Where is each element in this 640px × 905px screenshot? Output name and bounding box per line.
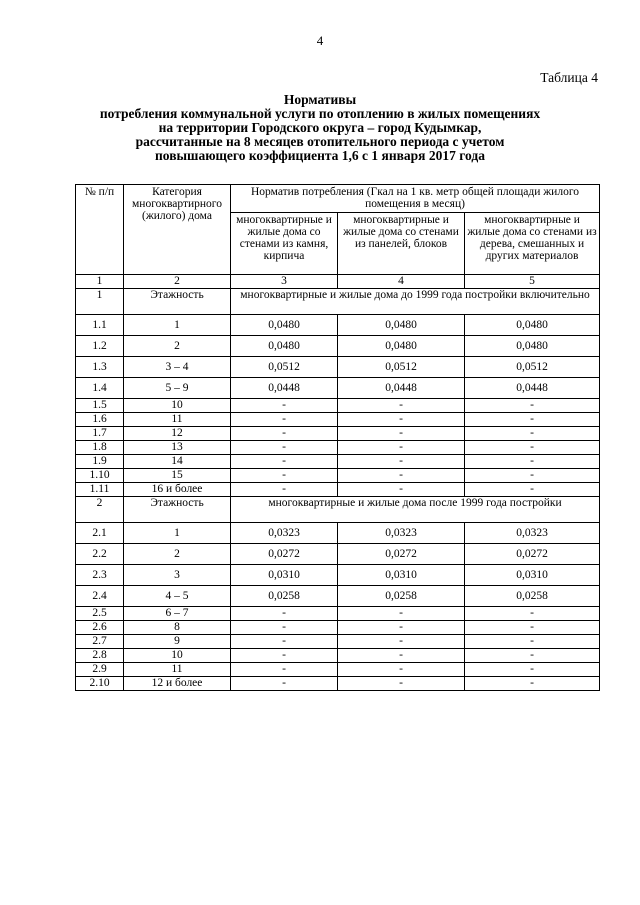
section-num: 2: [76, 497, 124, 523]
cell-v3: 0,0480: [231, 315, 338, 336]
section-row: [76, 497, 600, 523]
cell-v5: 0,0448: [465, 378, 600, 399]
section-num: 1: [76, 289, 124, 315]
cell-cat: 16 и более: [124, 483, 231, 497]
section-description: многоквартирные и жилые дома после 1999 года постройки: [231, 497, 600, 523]
cell-v3: -: [231, 649, 338, 663]
cell-num: 1.10: [76, 469, 124, 483]
cell-v3: -: [231, 399, 338, 413]
cell-cat: 10: [124, 649, 231, 663]
cell-v5: -: [465, 607, 600, 621]
header-col5: многоквартирные и жилые дома со стенами из дерева, смешанных и других материалов: [465, 213, 600, 275]
title-line: рассчитанные на 8 месяцев отопительного периода с учетом: [135, 134, 505, 149]
cell-v5: -: [465, 621, 600, 635]
cell-v4: -: [338, 469, 465, 483]
table-row: [76, 378, 600, 399]
column-number: 1: [76, 275, 124, 289]
cell-cat: 5 – 9: [124, 378, 231, 399]
cell-v3: 0,0448: [231, 378, 338, 399]
section-description: многоквартирные и жилые дома до 1999 года постройки включительно: [231, 289, 600, 315]
cell-num: 1.11: [76, 483, 124, 497]
table-row: [76, 336, 600, 357]
cell-v5: -: [465, 469, 600, 483]
cell-cat: 15: [124, 469, 231, 483]
cell-cat: 8: [124, 621, 231, 635]
table-row: [76, 544, 600, 565]
cell-num: 1.2: [76, 336, 124, 357]
table-row: [76, 607, 600, 621]
title-line: на территории Городского округа – город Кудымкар,: [158, 120, 482, 135]
cell-v3: 0,0323: [231, 523, 338, 544]
cell-v3: -: [231, 663, 338, 677]
cell-v5: 0,0480: [465, 315, 600, 336]
column-number-row: [76, 275, 600, 289]
header-norm: Норматив потребления (Гкал на 1 кв. метр общей площади жилого помещения в месяц): [231, 185, 600, 213]
cell-cat: 9: [124, 635, 231, 649]
section-row: [76, 289, 600, 315]
cell-v5: 0,0258: [465, 586, 600, 607]
cell-cat: 12: [124, 427, 231, 441]
cell-v5: 0,0512: [465, 357, 600, 378]
cell-cat: 4 – 5: [124, 586, 231, 607]
cell-v3: -: [231, 483, 338, 497]
cell-num: 1.4: [76, 378, 124, 399]
cell-num: 1.8: [76, 441, 124, 455]
table-row: [76, 649, 600, 663]
cell-v3: 0,0512: [231, 357, 338, 378]
cell-cat: 3: [124, 565, 231, 586]
cell-cat: 2: [124, 336, 231, 357]
cell-v4: -: [338, 635, 465, 649]
cell-v4: -: [338, 413, 465, 427]
table-row: [76, 399, 600, 413]
cell-v5: -: [465, 413, 600, 427]
column-number: 2: [124, 275, 231, 289]
cell-v3: 0,0258: [231, 586, 338, 607]
cell-v5: -: [465, 441, 600, 455]
cell-v5: -: [465, 663, 600, 677]
cell-v5: -: [465, 677, 600, 691]
section-category: Этажность: [124, 497, 231, 523]
cell-v5: 0,0310: [465, 565, 600, 586]
cell-v3: 0,0480: [231, 336, 338, 357]
cell-num: 2.3: [76, 565, 124, 586]
cell-num: 1.6: [76, 413, 124, 427]
cell-v5: -: [465, 455, 600, 469]
cell-v5: -: [465, 427, 600, 441]
cell-v4: -: [338, 427, 465, 441]
title-line: повышающего коэффициента 1,6 с 1 января 2017 года: [155, 148, 485, 163]
cell-v4: 0,0310: [338, 565, 465, 586]
table-row: [76, 663, 600, 677]
cell-v3: -: [231, 635, 338, 649]
header-col3: многоквартирные и жилые дома со стенами из камня, кирпича: [231, 213, 338, 275]
cell-v3: -: [231, 469, 338, 483]
table-label: Таблица 4: [540, 70, 598, 85]
cell-v4: -: [338, 649, 465, 663]
table-row: [76, 357, 600, 378]
cell-v4: -: [338, 607, 465, 621]
cell-v4: -: [338, 399, 465, 413]
cell-num: 2.5: [76, 607, 124, 621]
cell-num: 1.5: [76, 399, 124, 413]
cell-num: 2.6: [76, 621, 124, 635]
header-num: № п/п: [76, 185, 124, 275]
cell-num: 1.3: [76, 357, 124, 378]
table-row: [76, 315, 600, 336]
cell-v4: 0,0272: [338, 544, 465, 565]
cell-num: 2.8: [76, 649, 124, 663]
title-line: потребления коммунальной услуги по отоплению в жилых помещениях: [99, 106, 541, 121]
column-number: 5: [465, 275, 600, 289]
title-line: Нормативы: [283, 92, 357, 107]
cell-cat: 12 и более: [124, 677, 231, 691]
cell-v4: 0,0480: [338, 336, 465, 357]
column-number: 4: [338, 275, 465, 289]
cell-cat: 11: [124, 663, 231, 677]
table-row: [76, 441, 600, 455]
cell-num: 1.1: [76, 315, 124, 336]
page-number: 4: [316, 33, 324, 48]
cell-cat: 6 – 7: [124, 607, 231, 621]
header-category: Категория многоквартирного (жилого) дома: [124, 185, 231, 275]
cell-v4: 0,0323: [338, 523, 465, 544]
cell-v4: -: [338, 455, 465, 469]
cell-v5: -: [465, 483, 600, 497]
cell-num: 2.2: [76, 544, 124, 565]
cell-cat: 2: [124, 544, 231, 565]
cell-v4: -: [338, 677, 465, 691]
column-number: 3: [231, 275, 338, 289]
cell-num: 2.10: [76, 677, 124, 691]
table-row: [76, 565, 600, 586]
cell-v3: 0,0310: [231, 565, 338, 586]
cell-cat: 10: [124, 399, 231, 413]
cell-v3: 0,0272: [231, 544, 338, 565]
table-title: [60, 93, 580, 163]
cell-num: 1.9: [76, 455, 124, 469]
cell-cat: 14: [124, 455, 231, 469]
cell-num: 2.9: [76, 663, 124, 677]
cell-v4: -: [338, 483, 465, 497]
cell-num: 1.7: [76, 427, 124, 441]
table-row: [76, 483, 600, 497]
cell-cat: 13: [124, 441, 231, 455]
cell-v3: -: [231, 621, 338, 635]
cell-v3: -: [231, 427, 338, 441]
cell-v5: -: [465, 649, 600, 663]
cell-num: 2.1: [76, 523, 124, 544]
cell-v5: 0,0480: [465, 336, 600, 357]
cell-v4: 0,0512: [338, 357, 465, 378]
table-row: [76, 621, 600, 635]
cell-v4: -: [338, 621, 465, 635]
cell-v5: 0,0272: [465, 544, 600, 565]
table-row: [76, 413, 600, 427]
norms-table: [75, 184, 600, 691]
cell-num: 2.4: [76, 586, 124, 607]
table-row: [76, 586, 600, 607]
cell-v5: -: [465, 399, 600, 413]
cell-v4: 0,0448: [338, 378, 465, 399]
header-row: [76, 185, 600, 213]
table-row: [76, 677, 600, 691]
cell-v5: 0,0323: [465, 523, 600, 544]
cell-cat: 11: [124, 413, 231, 427]
cell-v3: -: [231, 441, 338, 455]
norms-table-body: [76, 185, 600, 691]
section-category: Этажность: [124, 289, 231, 315]
cell-v4: 0,0258: [338, 586, 465, 607]
table-row: [76, 469, 600, 483]
cell-cat: 1: [124, 523, 231, 544]
cell-cat: 3 – 4: [124, 357, 231, 378]
cell-v3: -: [231, 607, 338, 621]
table-row: [76, 523, 600, 544]
table-row: [76, 427, 600, 441]
cell-v5: -: [465, 635, 600, 649]
cell-v3: -: [231, 677, 338, 691]
cell-v4: -: [338, 663, 465, 677]
cell-v3: -: [231, 413, 338, 427]
table-row: [76, 635, 600, 649]
cell-v4: -: [338, 441, 465, 455]
cell-v3: -: [231, 455, 338, 469]
header-col4: многоквартирные и жилые дома со стенами из панелей, блоков: [338, 213, 465, 275]
cell-num: 2.7: [76, 635, 124, 649]
cell-v4: 0,0480: [338, 315, 465, 336]
table-row: [76, 455, 600, 469]
cell-cat: 1: [124, 315, 231, 336]
